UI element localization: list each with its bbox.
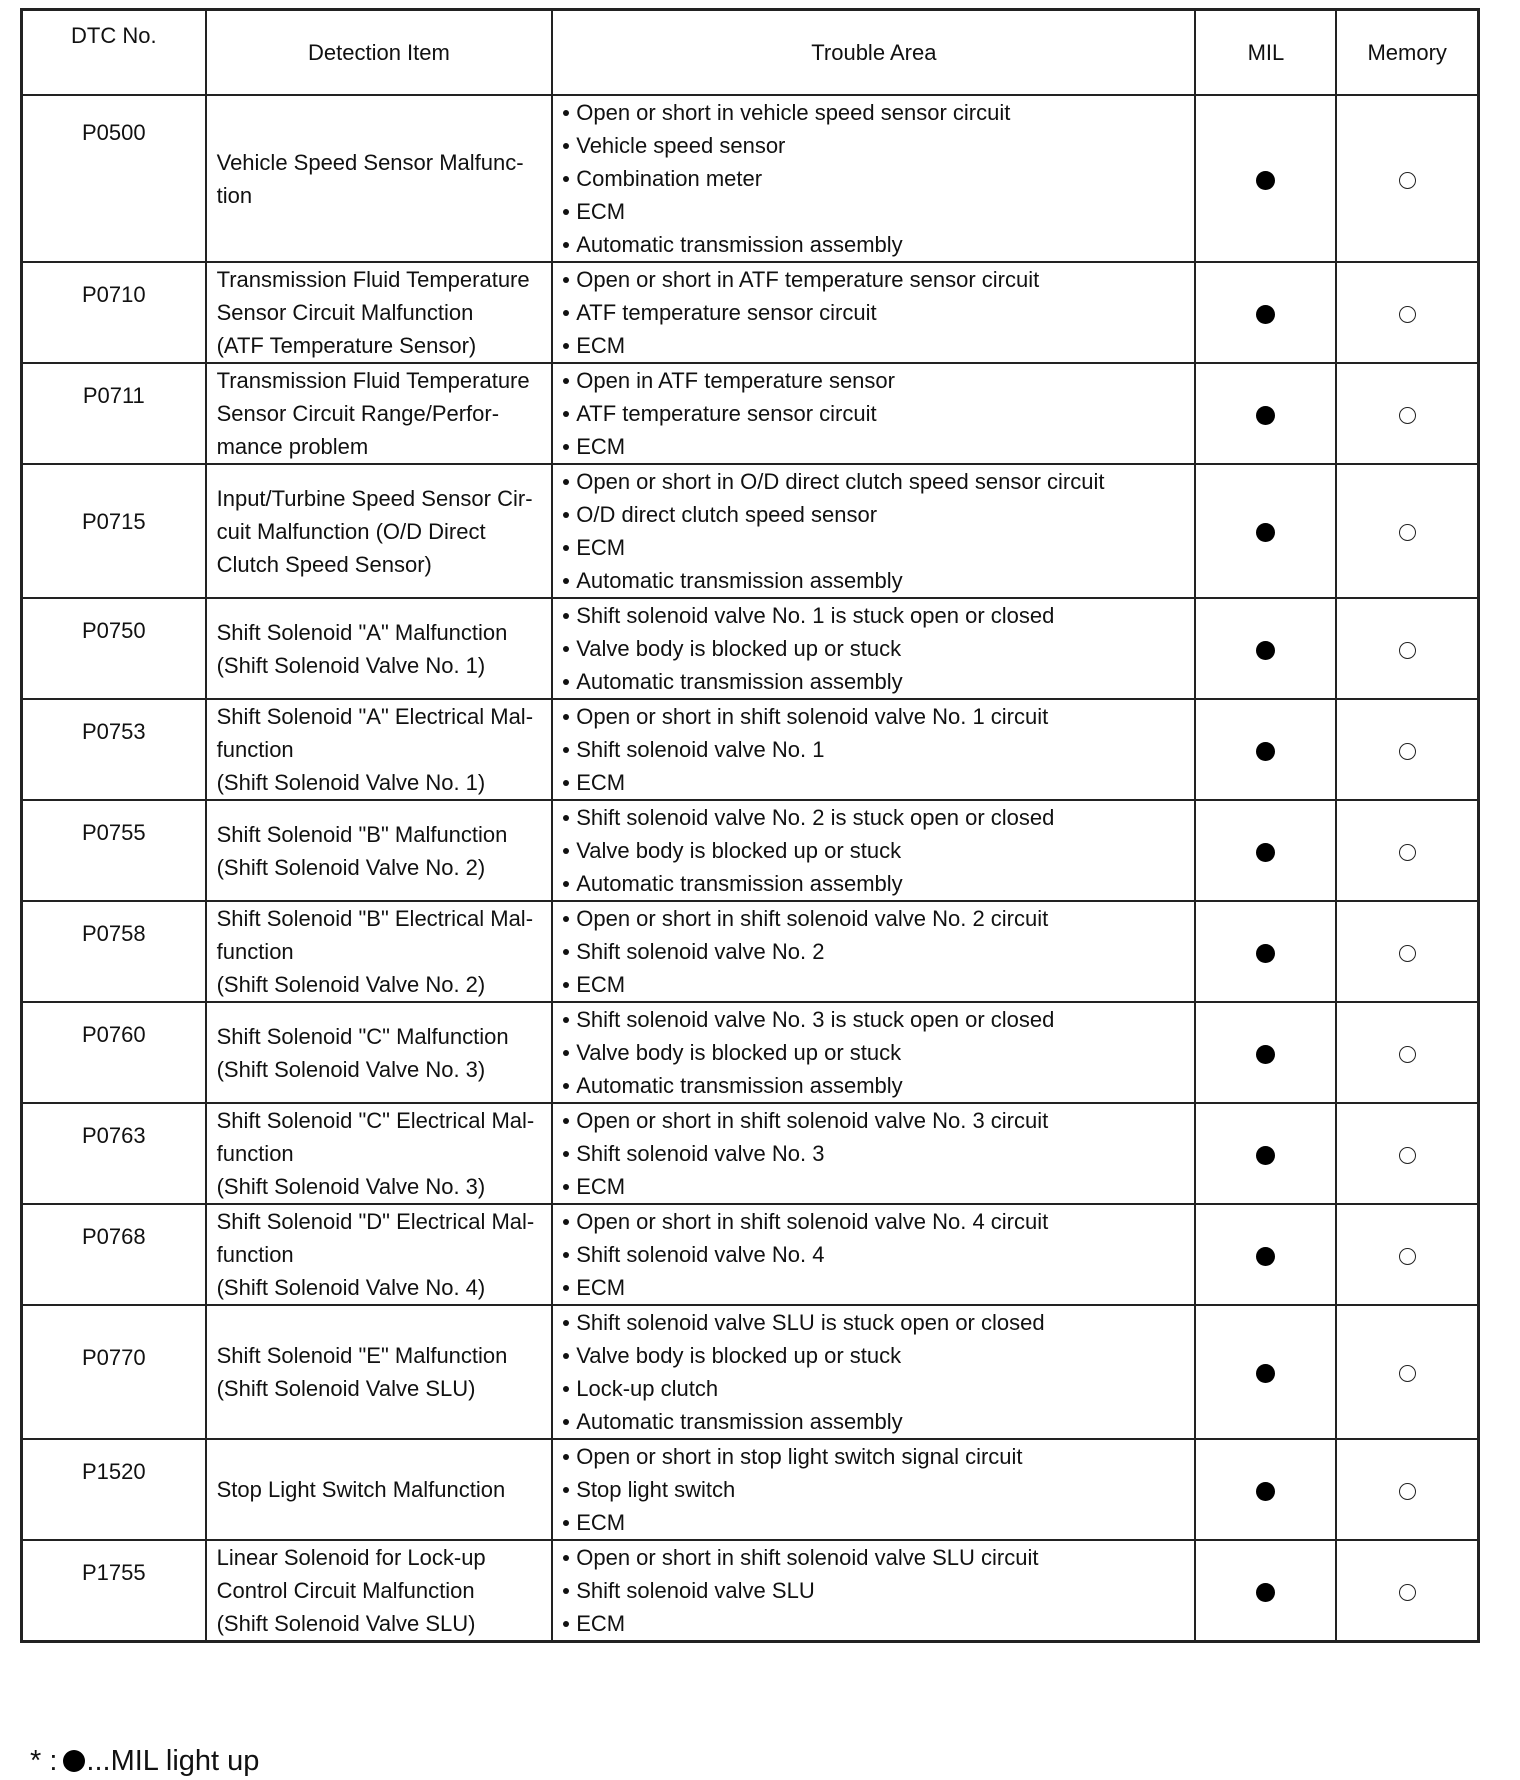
detection-item-line: cuit Malfunction (O/D Direct — [216, 518, 486, 544]
trouble-area-item: Shift solenoid valve No. 2 — [563, 935, 1188, 968]
mil-cell — [1195, 1305, 1336, 1439]
trouble-area-cell — [552, 1540, 1195, 1642]
open-circle-icon — [1399, 172, 1416, 189]
trouble-area-item: Shift solenoid valve SLU is stuck open or closed — [563, 1306, 1188, 1339]
filled-circle-icon — [1256, 1364, 1275, 1383]
trouble-area-list — [563, 599, 1188, 698]
dtc-code: P0715 — [81, 509, 146, 534]
trouble-area-list — [563, 700, 1188, 799]
trouble-area-list — [563, 1440, 1188, 1539]
trouble-area-item: Automatic transmission assembly — [563, 867, 1188, 900]
trouble-area-item: Automatic transmission assembly — [563, 665, 1188, 698]
dtc-code-cell — [22, 262, 206, 363]
dtc-code: P0711 — [82, 383, 145, 408]
table-row — [22, 800, 1479, 901]
trouble-area-item: Valve body is blocked up or stuck — [563, 1339, 1188, 1372]
detection-item-line: Sensor Circuit Range/Perfor- — [216, 401, 500, 426]
memory-cell — [1336, 1540, 1478, 1642]
memory-cell — [1336, 1204, 1478, 1305]
trouble-area-item: Open or short in shift solenoid valve No. 1 circuit — [563, 700, 1188, 733]
trouble-area-cell — [552, 901, 1195, 1002]
detection-item-line: Clutch Speed Sensor) — [216, 551, 432, 577]
trouble-area-list — [563, 364, 1188, 463]
memory-cell — [1336, 1002, 1478, 1103]
trouble-area-item: Lock-up clutch — [563, 1372, 1188, 1405]
trouble-area-item: Open or short in shift solenoid valve SLU circuit — [563, 1541, 1188, 1574]
trouble-area-item: Shift solenoid valve No. 2 is stuck open or closed — [563, 801, 1188, 834]
dtc-code: P0750 — [81, 618, 146, 643]
table-row — [22, 1103, 1479, 1204]
dtc-code-cell — [22, 363, 206, 464]
detection-item-cell — [206, 262, 553, 363]
detection-item-cell — [206, 1103, 553, 1204]
filled-circle-icon — [63, 1750, 85, 1772]
trouble-area-list — [563, 801, 1188, 900]
trouble-area-item: Shift solenoid valve No. 1 is stuck open or closed — [563, 599, 1188, 632]
trouble-area-list — [563, 465, 1188, 597]
trouble-area-cell — [552, 1002, 1195, 1103]
detection-item-line: Shift Solenoid "D" Electrical Mal- — [216, 1209, 535, 1234]
detection-item-cell — [206, 800, 553, 901]
dtc-code-cell — [22, 1002, 206, 1103]
detection-item-line: Input/Turbine Speed Sensor Cir- — [216, 485, 533, 511]
dtc-code-cell — [22, 1305, 206, 1439]
open-circle-icon — [1399, 1147, 1416, 1164]
memory-cell — [1336, 363, 1478, 464]
detection-item-line: tion — [216, 182, 253, 208]
header-mil: MIL — [1195, 10, 1336, 96]
detection-item-line: (Shift Solenoid Valve SLU) — [216, 1611, 476, 1636]
memory-cell — [1336, 699, 1478, 800]
header-detection-item: Detection Item — [206, 10, 553, 96]
dtc-code-cell — [22, 464, 206, 598]
trouble-area-item: Valve body is blocked up or stuck — [563, 632, 1188, 665]
memory-cell — [1336, 1103, 1478, 1204]
detection-item-cell — [206, 95, 553, 262]
filled-circle-icon — [1256, 1482, 1275, 1501]
memory-cell — [1336, 800, 1478, 901]
open-circle-icon — [1399, 524, 1416, 541]
trouble-area-list — [563, 1541, 1188, 1640]
detection-item-line: (ATF Temperature Sensor) — [216, 333, 477, 358]
trouble-area-item: Open or short in stop light switch signal circuit — [563, 1440, 1188, 1473]
trouble-area-cell — [552, 1305, 1195, 1439]
trouble-area-cell — [552, 1439, 1195, 1540]
detection-item-line: (Shift Solenoid Valve No. 1) — [216, 770, 486, 795]
filled-circle-icon — [1256, 1583, 1275, 1602]
table-row — [22, 1540, 1479, 1642]
trouble-area-item: Combination meter — [563, 162, 1188, 195]
dtc-code-cell — [22, 1540, 206, 1642]
detection-item-line: Control Circuit Malfunction — [216, 1578, 475, 1603]
detection-item-cell — [206, 363, 553, 464]
trouble-area-item: ECM — [563, 430, 1188, 463]
detection-item-cell — [206, 901, 553, 1002]
trouble-area-item: Automatic transmission assembly — [563, 1405, 1188, 1438]
dtc-code-cell — [22, 1439, 206, 1540]
detection-item-cell — [206, 1305, 553, 1439]
detection-item-line: Vehicle Speed Sensor Malfunc- — [216, 149, 524, 175]
mil-cell — [1195, 1103, 1336, 1204]
trouble-area-cell — [552, 1103, 1195, 1204]
trouble-area-item: Vehicle speed sensor — [563, 129, 1188, 162]
dtc-table — [20, 8, 1480, 1643]
detection-item-cell — [206, 1540, 553, 1642]
filled-circle-icon — [1256, 523, 1275, 542]
dtc-code-cell — [22, 1103, 206, 1204]
trouble-area-item: Open in ATF temperature sensor — [563, 364, 1188, 397]
trouble-area-item: Shift solenoid valve SLU — [563, 1574, 1188, 1607]
detection-item-line: Sensor Circuit Malfunction — [216, 300, 474, 325]
open-circle-icon — [1399, 306, 1416, 323]
open-circle-icon — [1399, 1483, 1416, 1500]
trouble-area-list — [563, 1104, 1188, 1203]
dtc-code-cell — [22, 800, 206, 901]
table-row — [22, 464, 1479, 598]
filled-circle-icon — [1256, 1146, 1275, 1165]
detection-item-line: (Shift Solenoid Valve No. 3) — [216, 1056, 486, 1082]
dtc-code: P0753 — [81, 719, 146, 744]
trouble-area-list — [563, 1306, 1188, 1438]
detection-item-line: Transmission Fluid Temperature — [216, 267, 530, 292]
trouble-area-item: ECM — [563, 1607, 1188, 1640]
trouble-area-cell — [552, 464, 1195, 598]
header-dtc-no: DTC No. — [22, 10, 206, 96]
detection-item-line: (Shift Solenoid Valve No. 1) — [216, 652, 486, 678]
mil-cell — [1195, 901, 1336, 1002]
detection-item-line: mance problem — [216, 434, 369, 459]
dtc-code: P0760 — [81, 1022, 146, 1047]
detection-item-line: Shift Solenoid "E" Malfunction — [216, 1343, 508, 1368]
trouble-area-item: Open or short in shift solenoid valve No. 2 circuit — [563, 902, 1188, 935]
footnote-text: ...MIL light up — [86, 1745, 260, 1777]
open-circle-icon — [1399, 1584, 1416, 1601]
memory-cell — [1336, 95, 1478, 262]
filled-circle-icon — [1256, 944, 1275, 963]
trouble-area-item: Stop light switch — [563, 1473, 1188, 1506]
table-row — [22, 901, 1479, 1002]
trouble-area-item: Shift solenoid valve No. 4 — [563, 1238, 1188, 1271]
detection-item-line: Transmission Fluid Temperature — [216, 368, 530, 393]
filled-circle-icon — [1256, 843, 1275, 862]
trouble-area-list — [563, 1205, 1188, 1304]
dtc-code: P1520 — [81, 1459, 146, 1484]
filled-circle-icon — [1256, 1247, 1275, 1266]
mil-cell — [1195, 1540, 1336, 1642]
memory-cell — [1336, 262, 1478, 363]
detection-item-line: (Shift Solenoid Valve No. 2) — [216, 854, 486, 880]
open-circle-icon — [1399, 1365, 1416, 1382]
trouble-area-item: ATF temperature sensor circuit — [563, 296, 1188, 329]
trouble-area-cell — [552, 598, 1195, 699]
table-row — [22, 262, 1479, 363]
trouble-area-item: Open or short in shift solenoid valve No. 4 circuit — [563, 1205, 1188, 1238]
footnote-prefix: * : — [30, 1745, 58, 1777]
trouble-area-item: Open or short in O/D direct clutch speed sensor circuit — [563, 465, 1188, 498]
detection-item-cell — [206, 1002, 553, 1103]
dtc-code: P0755 — [81, 820, 146, 845]
table-row — [22, 598, 1479, 699]
filled-circle-icon — [1256, 171, 1275, 190]
mil-cell — [1195, 1002, 1336, 1103]
trouble-area-cell — [552, 1204, 1195, 1305]
mil-cell — [1195, 1204, 1336, 1305]
trouble-area-item: Automatic transmission assembly — [563, 228, 1188, 261]
dtc-code-cell — [22, 901, 206, 1002]
table-row — [22, 1002, 1479, 1103]
footnote — [30, 1745, 259, 1777]
table-row — [22, 1439, 1479, 1540]
dtc-code: P0758 — [81, 921, 146, 946]
trouble-area-item: Valve body is blocked up or stuck — [563, 1036, 1188, 1069]
trouble-area-item: ECM — [563, 1170, 1188, 1203]
mil-cell — [1195, 598, 1336, 699]
dtc-code-cell — [22, 95, 206, 262]
trouble-area-item: Shift solenoid valve No. 1 — [563, 733, 1188, 766]
trouble-area-cell — [552, 363, 1195, 464]
open-circle-icon — [1399, 642, 1416, 659]
table-body — [22, 95, 1479, 1642]
dtc-code: P0710 — [81, 282, 146, 307]
table-row — [22, 1305, 1479, 1439]
detection-item-line: Stop Light Switch Malfunction — [216, 1477, 506, 1502]
detection-item-cell — [206, 699, 553, 800]
detection-item-line: (Shift Solenoid Valve No. 4) — [216, 1275, 486, 1300]
mil-cell — [1195, 363, 1336, 464]
trouble-area-item: ECM — [563, 329, 1188, 362]
dtc-code-cell — [22, 598, 206, 699]
detection-item-line: Shift Solenoid "B" Electrical Mal- — [216, 906, 534, 931]
filled-circle-icon — [1256, 641, 1275, 660]
trouble-area-list — [563, 96, 1188, 261]
memory-cell — [1336, 598, 1478, 699]
dtc-code-cell — [22, 1204, 206, 1305]
detection-item-cell — [206, 1439, 553, 1540]
detection-item-line: (Shift Solenoid Valve No. 2) — [216, 972, 486, 997]
mil-cell — [1195, 464, 1336, 598]
detection-item-line: function — [216, 939, 294, 964]
mil-cell — [1195, 262, 1336, 363]
detection-item-line: function — [216, 737, 294, 762]
detection-item-line: Shift Solenoid "A" Electrical Mal- — [216, 704, 534, 729]
open-circle-icon — [1399, 1248, 1416, 1265]
memory-cell — [1336, 1305, 1478, 1439]
trouble-area-cell — [552, 262, 1195, 363]
dtc-code: P0763 — [81, 1123, 146, 1148]
filled-circle-icon — [1256, 1045, 1275, 1064]
detection-item-line: Linear Solenoid for Lock-up — [216, 1545, 486, 1570]
detection-item-line: Shift Solenoid "C" Electrical Mal- — [216, 1108, 535, 1133]
detection-item-line: Shift Solenoid "A" Malfunction — [216, 619, 508, 645]
dtc-code: P0500 — [81, 120, 146, 145]
trouble-area-item: O/D direct clutch speed sensor — [563, 498, 1188, 531]
table-row — [22, 1204, 1479, 1305]
table-row — [22, 363, 1479, 464]
trouble-area-cell — [552, 95, 1195, 262]
detection-item-line: (Shift Solenoid Valve SLU) — [216, 1376, 476, 1401]
trouble-area-list — [563, 1003, 1188, 1102]
dtc-code: P1755 — [81, 1560, 146, 1585]
open-circle-icon — [1399, 844, 1416, 861]
trouble-area-item: Open or short in vehicle speed sensor circuit — [563, 96, 1188, 129]
trouble-area-item: ECM — [563, 1506, 1188, 1539]
trouble-area-cell — [552, 699, 1195, 800]
open-circle-icon — [1399, 1046, 1416, 1063]
mil-cell — [1195, 699, 1336, 800]
trouble-area-item: Open or short in ATF temperature sensor circuit — [563, 263, 1188, 296]
trouble-area-item: ECM — [563, 531, 1188, 564]
trouble-area-list — [563, 263, 1188, 362]
trouble-area-item: ECM — [563, 195, 1188, 228]
trouble-area-item: ECM — [563, 766, 1188, 799]
trouble-area-item: Open or short in shift solenoid valve No. 3 circuit — [563, 1104, 1188, 1137]
open-circle-icon — [1399, 743, 1416, 760]
trouble-area-item: ATF temperature sensor circuit — [563, 397, 1188, 430]
open-circle-icon — [1399, 945, 1416, 962]
dtc-code: P0768 — [81, 1224, 146, 1249]
memory-cell — [1336, 464, 1478, 598]
detection-item-cell — [206, 464, 553, 598]
trouble-area-item: Shift solenoid valve No. 3 is stuck open or closed — [563, 1003, 1188, 1036]
detection-item-line: Shift Solenoid "B" Malfunction — [216, 821, 508, 847]
open-circle-icon — [1399, 407, 1416, 424]
trouble-area-item: ECM — [563, 1271, 1188, 1304]
mil-cell — [1195, 800, 1336, 901]
trouble-area-item: Shift solenoid valve No. 3 — [563, 1137, 1188, 1170]
trouble-area-item: ECM — [563, 968, 1188, 1001]
trouble-area-cell — [552, 800, 1195, 901]
filled-circle-icon — [1256, 305, 1275, 324]
table-row — [22, 95, 1479, 262]
trouble-area-item: Automatic transmission assembly — [563, 1069, 1188, 1102]
mil-cell — [1195, 1439, 1336, 1540]
trouble-area-list — [563, 902, 1188, 1001]
filled-circle-icon — [1256, 406, 1275, 425]
table-header-row — [22, 10, 1479, 96]
memory-cell — [1336, 1439, 1478, 1540]
table-row — [22, 699, 1479, 800]
dtc-code-cell — [22, 699, 206, 800]
mil-cell — [1195, 95, 1336, 262]
filled-circle-icon — [1256, 742, 1275, 761]
dtc-code: P0770 — [81, 1345, 146, 1370]
detection-item-line: Shift Solenoid "C" Malfunction — [216, 1023, 509, 1049]
detection-item-line: (Shift Solenoid Valve No. 3) — [216, 1174, 486, 1199]
detection-item-line: function — [216, 1141, 294, 1166]
header-memory: Memory — [1336, 10, 1478, 96]
header-trouble-area: Trouble Area — [552, 10, 1195, 96]
trouble-area-item: Valve body is blocked up or stuck — [563, 834, 1188, 867]
detection-item-cell — [206, 598, 553, 699]
detection-item-cell — [206, 1204, 553, 1305]
detection-item-line: function — [216, 1242, 294, 1267]
trouble-area-item: Automatic transmission assembly — [563, 564, 1188, 597]
memory-cell — [1336, 901, 1478, 1002]
